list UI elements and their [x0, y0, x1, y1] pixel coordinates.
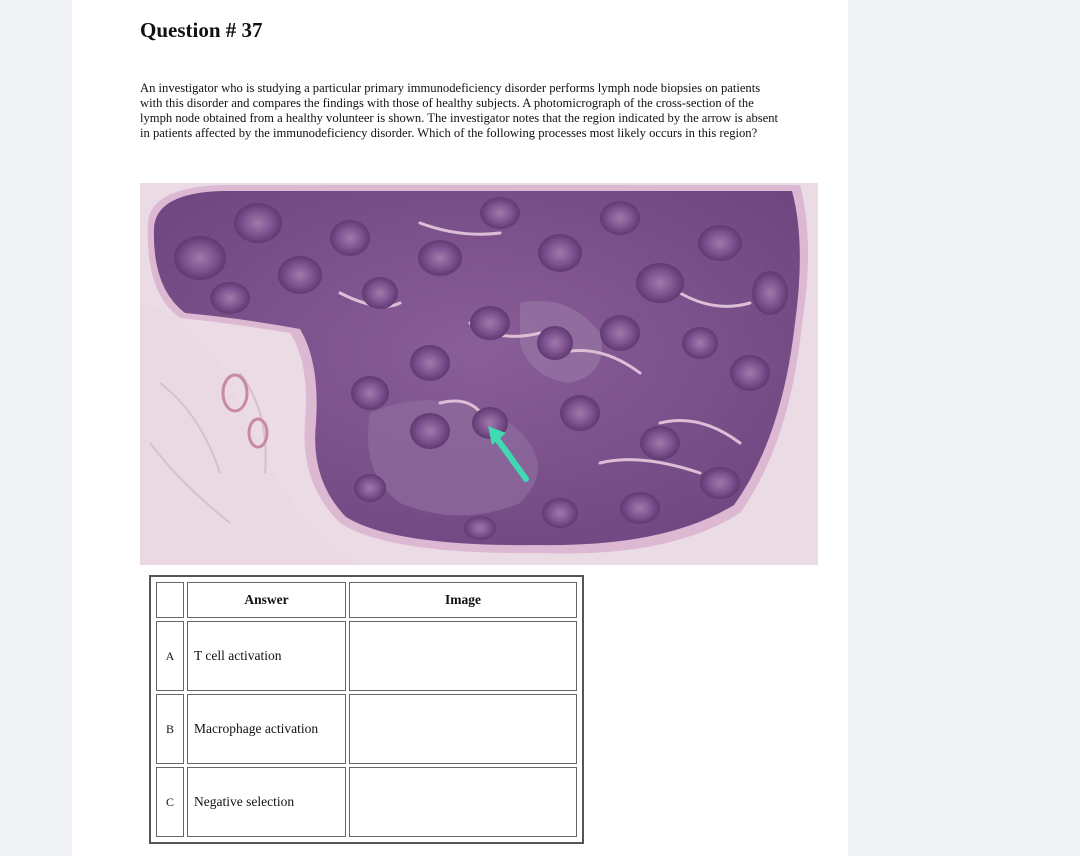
option-letter: A: [156, 621, 184, 691]
option-image-cell: [349, 621, 577, 691]
answer-row-b[interactable]: [156, 694, 577, 764]
document-page: [72, 0, 848, 856]
option-text[interactable]: T cell activation: [187, 621, 346, 691]
header-blank-cell: [156, 582, 184, 618]
option-letter: B: [156, 694, 184, 764]
option-text[interactable]: Macrophage activation: [187, 694, 346, 764]
option-text[interactable]: Negative selection: [187, 767, 346, 837]
option-letter: C: [156, 767, 184, 837]
lymph-node-photomicrograph: [140, 183, 818, 565]
option-image-cell: [349, 694, 577, 764]
answer-row-a[interactable]: [156, 621, 577, 691]
histology-image: [140, 183, 818, 565]
question-title: Question # 37: [140, 18, 263, 42]
question-stem: An investigator who is studying a particular primary immunodeficiency disorder performs lymph node biopsies on patients with this disorder and compares the findings with those of healthy subjects. A photomicrograph of the cross-section of the lymph node obtained from a healthy volunteer is shown. The investigator notes that the region indicated by the arrow is absent in patients affected by the immunodeficiency disorder. Which of the following processes most likely occurs in this region?: [140, 81, 779, 140]
answer-table: [149, 575, 584, 844]
header-image: Image: [349, 582, 577, 618]
option-image-cell: [349, 767, 577, 837]
answer-row-c[interactable]: [156, 767, 577, 837]
header-answer: Answer: [187, 582, 346, 618]
